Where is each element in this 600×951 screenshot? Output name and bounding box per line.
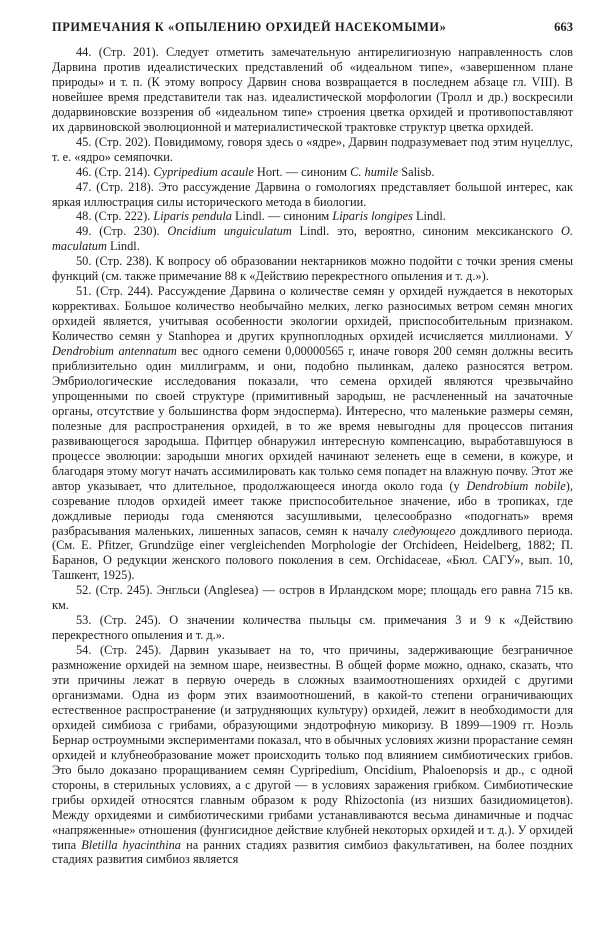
note-paragraph [52, 180, 573, 210]
note-text: 47. (Стр. 218). Это рассуждение Дарвина о гомологиях представляет большой интерес, как яркая иллюстрация силы исторического метода в биологии. [52, 179, 573, 209]
note-text: ), созревание плодов орхидей имеет также приспособительное значение, ибо в тропиках, где дождливые периоды года сменяются засушливыми, целесообразно «подогнать» время разбрасывания маленьких, лишенных запасов, семян к началу [52, 478, 573, 538]
note-text: Lindl. это, вероятно, синоним мексиканского [291, 224, 561, 239]
note-text: 52. (Стр. 245). Энгльси (Anglesea) — остров в Ирландском море; площадь его равна 715 кв. км. [52, 583, 573, 613]
notes-list [52, 45, 573, 867]
note-italic-text: Liparis longipes [332, 209, 413, 224]
note-italic-text: C. humile [350, 164, 399, 179]
page [52, 20, 573, 867]
note-text: Lindl. — синоним [231, 209, 333, 224]
note-paragraph [52, 613, 573, 643]
note-text: вес одного семени 0,00000565 г, иначе говоря 200 семян должны весить приблизительно один миллиграмм, и они, подобно пылинкам, далеко разносятся ветром. Эмбриологические исследования показали, что семена орхидей являются чрезвычайно упрощенными по своей структуре (примитивный зародыш, не расчлененный на зачаточные органы, отсутствие у большинства форм эндосперма). Интересно, что маленькие размеры семян, полезные для распространения орхидей, в то же время невыгодны для процессов питания развивающегося зародыша. Пфитцер обнаружил интересную компенсацию, выработавшуюся в процессе эволюции: зародыши многих орхидей начинают зеленеть еще в семени, в кожуре, и благодаря этому могут начать ассимилировать как только семя попадет на влажную почву. Этот же автор указывает, что длительное, продолжающееся иногда около года (у [52, 344, 574, 493]
note-italic-text: Dendrobium antennatum [52, 344, 177, 359]
note-text: 50. (Стр. 238). К вопросу об образовании нектарников можно подойти с точки зрения смены функций (см. также примечание 88 к «Действию перекрестного опыления и т. д.»). [52, 254, 573, 284]
note-text: Lindl. [412, 209, 446, 224]
note-text: 45. (Стр. 202). Повидимому, говоря здесь о «ядре», Дарвин подразумевает под этим нуцеллус, т. е. «ядро» семяпочки. [52, 134, 573, 164]
note-paragraph [52, 284, 573, 583]
note-paragraph [52, 254, 573, 284]
note-text: Hort. — синоним [253, 164, 351, 179]
note-italic-text: Bletilla hyacinthina [81, 837, 181, 852]
note-paragraph [52, 224, 573, 254]
note-text: 54. (Стр. 245). Дарвин указывает на то, что причины, задерживающие безграничное размножение орхидей на земном шаре, неизвестны. В общей форме можно, однако, сказать, что эти причины лежат в первую очередь в сложных взаимоотношениях орхидей с другими организмами. Одна из форм этих взаимоотношений, в какой-то степени ограничивающих естественное распространение (и затрудняющих культуру) орхидей, лежит в необходимости для орхидей симбиоза с грибами, образующими эндотрофную микоризу. В 1899—1909 гг. Ноэль Бернар остроумными экспериментами показал, что в обычных условиях жизни прорастание семян орхидей и клубнеобразование может происходить только под влиянием симбиотических грибов. Это было доказано проращиванием семян Cypripedium, Oncidium, Phaloenopsis и др., с одной стороны, в стерильных условиях, а с другой — в условиях заражения грибком. Симбиотические грибы орхидей относятся главным образом к роду Rhizoctonia (из низших базидиомицетов). Между орхидеями и симбиотическими грибами устанавливаются весьма динамичные и подчас «напряженные» отношения (фунгисидное действие клубней некоторых орхидей и т. д.). У орхидей типа [52, 643, 573, 852]
note-text: Salisb. [398, 164, 435, 179]
note-text: дождливого периода. (См. E. Pfitzer, Grundzüge einer vergleichenden Morphologie der Orchideen, Heidelberg, 1882; П. Баранов, О редукции женского полового поколения в сем. Orchidaceae, «Бюл. САГУ», вып. 10, Ташкент, 1925). [52, 523, 573, 583]
note-italic-text: Dendrobium nobile [466, 478, 566, 493]
note-paragraph [52, 583, 573, 613]
note-italic-text: Oncidium unguiculatum [167, 224, 292, 239]
note-italic-text: Cypripedium acaule [153, 164, 254, 179]
note-paragraph [52, 209, 573, 224]
note-paragraph [52, 643, 573, 867]
note-italic-text: следующего [392, 523, 456, 538]
note-text: 53. (Стр. 245). О значении количества пыльцы см. примечания 3 и 9 к «Действию перекрестного опыления и т. д.». [52, 613, 573, 643]
note-text: 49. (Стр. 230). [76, 224, 168, 239]
note-text: 44. (Стр. 201). Следует отметить замечательную антирелигиозную направленность слов Дарвина против идеалистических представлений об «идеальном типе», «завершенном плане природы» и т. п. (К этому вопросу Дарвин снова возвращается в последнем абзаце гл. VIII). В новейшее время представители так наз. идеалистической морфологии (Тролл и др.) воскресили додарвиновские воззрения об «идеальном типе» строения цветка орхидей и противопоставляют их дарвиновской эволюционной и материалистической трактовке структур цветка орхидей. [52, 45, 573, 134]
running-title: ПРИМЕЧАНИЯ К «ОПЫЛЕНИЮ ОРХИДЕЙ НАСЕКОМЫМИ» [52, 20, 447, 34]
note-italic-text: O. maculatum [52, 224, 573, 254]
note-text: 46. (Стр. 214). [76, 164, 154, 179]
note-paragraph [52, 45, 573, 135]
note-italic-text: Liparis pendula [153, 209, 232, 224]
running-header [52, 20, 573, 35]
page-number: 663 [554, 20, 573, 34]
note-text: Lindl. [106, 239, 140, 254]
note-text: на ранних стадиях развития симбиоз факультативен, на более поздних стадиях развития симбиоз является [52, 837, 574, 867]
note-paragraph [52, 135, 573, 165]
note-text: 48. (Стр. 222). [76, 209, 154, 224]
note-text: 51. (Стр. 244). Рассуждение Дарвина о количестве семян у орхидей нуждается в некоторых коррективах. Большое количество необычайно мелких, легко разносимых ветром семян многих орхидей является, учитывая особенности экологии орхидей, приспособительным признаком. Количество семян у Stanhopea и других крупноплодных орхидей исчисляется миллионами. У [52, 284, 573, 344]
note-paragraph [52, 165, 573, 180]
